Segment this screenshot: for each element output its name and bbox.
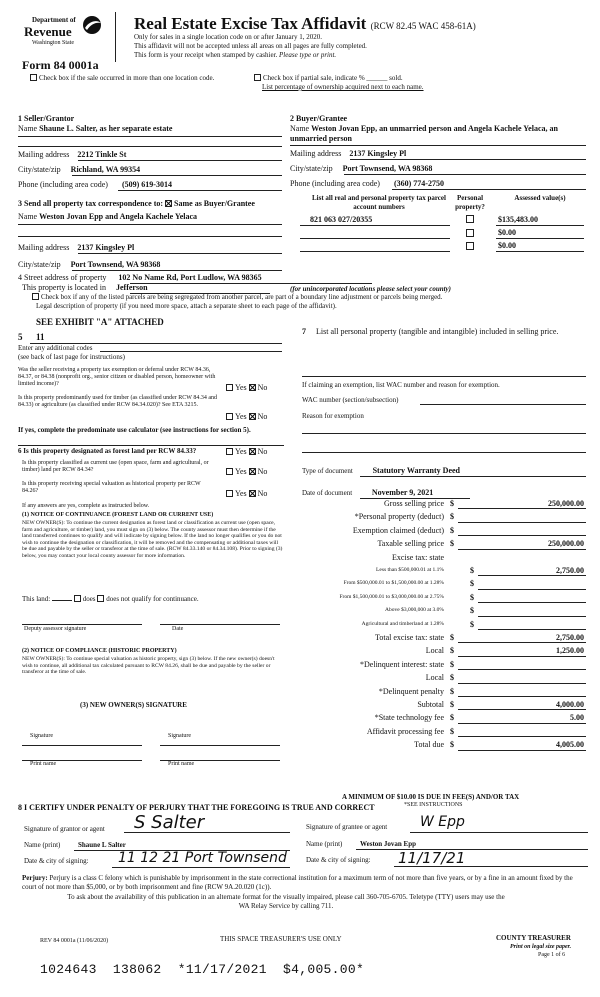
tax-row-label: Local (425, 673, 444, 683)
notice1-body: NEW OWNER(S): To continue the current designation as forest land or classification as current use (open space, farm and agriculture, or timber) land, you must sign on (3) below. The county assessor must then determine if the land transferred continues to qualify and will indicate by signing below. If the land no longer qualifies or you do not wish to continue the designation or classification, it will be removed and the compensating or additional taxes will be due and payable by the seller or transferor at the time of sale. (RCW 84.33.140 or 84.34.108). Prior to signing (3) below, you may contact your local county assessor for more information. (22, 520, 283, 559)
deputy-date-label: Date (172, 626, 184, 632)
header-note3-type: Please type or print. (279, 51, 337, 59)
grantee-signature-label: Signature of grantee or agent (306, 823, 388, 831)
does-not-label: does not qualify for continuance. (106, 595, 199, 603)
timber-answer (226, 412, 267, 422)
seller-phone-label: Phone (including area code) (18, 180, 108, 189)
tax-row-currency: $ (450, 673, 454, 683)
section3-mailing-row (18, 243, 134, 253)
located-in-label: This property is located in (22, 283, 106, 292)
section7-heading (302, 327, 592, 337)
owner-signature-label-1: Signature (30, 733, 53, 739)
timber-no-checkbox[interactable] (249, 413, 256, 420)
tax-row-line (478, 629, 586, 630)
tax-row-label: Total due (414, 740, 444, 750)
tax-row-line (458, 522, 586, 523)
seller-city-label: City/state/zip (18, 165, 61, 174)
buyer-mailing-value[interactable]: 2137 Kingsley Pl (349, 149, 407, 158)
parcel-row-1-personal-checkbox[interactable] (466, 215, 474, 223)
timber-no-label: No (257, 412, 268, 421)
seller-mailing-label: Mailing address (18, 150, 70, 159)
exemption-answer (226, 383, 267, 393)
county-treasurer-label: COUNTY TREASURER (496, 934, 571, 942)
parcel-row-3-personal-checkbox[interactable] (466, 242, 474, 250)
dept-line2: Revenue (24, 24, 72, 39)
tax-row-currency: $ (450, 726, 454, 736)
doc-date-label: Date of document (302, 489, 353, 497)
grantor-name[interactable]: Shaune L Salter (78, 841, 126, 849)
header-note1: Only for sales in a single location code on or after January 1, 2020. (134, 33, 322, 41)
section3-name-value[interactable]: Weston Jovan Epp and Angela Kachele Yelaca (39, 212, 198, 221)
tax-row-line (458, 535, 586, 536)
tax-row-line (458, 709, 586, 710)
tax-row (300, 618, 590, 631)
timber-question: Is this property predominantly used for timber (as classified under RCW 84.34 and 84.33) or agriculture (as classified under RCW 84.34.020)? See ETA 3215. (18, 395, 218, 408)
tax-row (300, 577, 590, 590)
historic-no-checkbox[interactable] (249, 490, 256, 497)
tax-row-line (458, 669, 586, 670)
seller-heading: 1 Seller/Grantor (18, 114, 75, 123)
grantor-date-label: Date & city of signing: (24, 857, 89, 865)
grantee-date-city[interactable]: 11/17/21 (398, 849, 466, 867)
tax-row (300, 537, 590, 550)
parcel-row-2-personal-checkbox[interactable] (466, 229, 474, 237)
perjury-body: Perjury is a class C felony which is punishable by imprisonment in the state correctional institution for a maximum term of not more than five years, or by a fine in an amount fixed by the court of not more than $5,000, or by both imprisonment and fine (RCW 9A.20.020 (1c)). (22, 874, 573, 891)
historic-answer (226, 489, 267, 499)
grantee-name-label: Name (print) (306, 840, 343, 848)
grantor-name-label: Name (print) (24, 841, 61, 849)
section4-county-row (22, 283, 148, 293)
buyer-phone-row (290, 179, 444, 189)
forest-question: 6 Is this property designated as forest land per RCW 84.33? (18, 447, 197, 455)
seller-mailing-value[interactable]: 2212 Tinkle St (77, 150, 127, 159)
additional-codes-label: Enter any additional codes (18, 344, 93, 352)
owner-signature-title: (3) NEW OWNER(S) SIGNATURE (80, 701, 187, 709)
tax-row (300, 524, 590, 537)
exemption-reason-label: Reason for exemption (302, 412, 364, 420)
section3-city-row (18, 260, 160, 270)
property-address-value[interactable]: 102 No Name Rd, Port Ludlow, WA 98365 (118, 273, 262, 282)
tax-row-currency: $ (470, 566, 474, 575)
tax-row-label: *Delinquent interest: state (360, 659, 444, 669)
tax-row-value[interactable]: 250,000.00 (548, 539, 584, 549)
tax-row (300, 604, 590, 617)
swoosh-logo-icon (80, 14, 104, 36)
tax-row-line (478, 602, 586, 603)
buyer-city-row (290, 164, 432, 174)
tax-row-label: Agricultural and timberland at 1.28% (361, 620, 444, 627)
tax-row-line (458, 683, 586, 684)
doc-type-value[interactable]: Statutory Warranty Deed (372, 466, 460, 475)
treasurer-space-label: THIS SPACE TREASURER'S USE ONLY (220, 935, 342, 943)
rev-number: REV 84 0001a (11/06/2020) (40, 938, 109, 944)
tax-row-line (458, 723, 586, 724)
tax-row-value[interactable]: 2,750.00 (556, 566, 584, 575)
does-checkbox[interactable] (74, 595, 81, 602)
forest-yes-checkbox[interactable] (226, 448, 233, 455)
tax-row-currency: $ (450, 633, 454, 642)
tax-row-value[interactable]: 250,000.00 (548, 499, 584, 508)
tax-row-line (458, 549, 586, 550)
tax-row-label: Above $3,000,000 at 3.0% (385, 607, 444, 614)
seller-mailing-row (18, 150, 126, 160)
seller-name-row (18, 124, 280, 134)
page-number: Page 1 of 6 (538, 952, 566, 958)
parcels-col-account: List all real and personal property tax parcel account numbers (312, 194, 446, 211)
tax-row (300, 644, 590, 657)
treasurer-stamp: 1024643 138062 *11/17/2021 $4,005.00* (40, 962, 365, 977)
forest-yes-label: Yes (235, 447, 247, 456)
tax-row (300, 497, 590, 510)
tax-row-value[interactable]: 1,250.00 (556, 646, 584, 656)
exemption-yes-checkbox[interactable] (226, 384, 233, 391)
notice2-title: (2) NOTICE OF COMPLIANCE (HISTORIC PROPERTY) (22, 648, 177, 654)
current-use-yes-label: Yes (235, 467, 247, 476)
historic-yes-label: Yes (235, 489, 247, 498)
section3-mailing-label: Mailing address (18, 243, 70, 252)
section5-code[interactable]: 11 (36, 332, 45, 342)
answers-note: If any answers are yes, complete as instructed below. (22, 503, 150, 509)
historic-question: Is this property receiving special valuation as historical property per RCW 84.26? (22, 481, 201, 494)
tax-row-currency: $ (450, 499, 454, 508)
exemption-yes-label: Yes (235, 383, 247, 392)
grantor-signature-label: Signature of grantor or agent (24, 825, 105, 833)
tax-row-label: *Personal property (deduct) (354, 512, 444, 522)
section3-label: 3 Send all property tax correspondence to: (18, 199, 164, 208)
tax-row-line (478, 575, 586, 576)
tax-row-currency: $ (450, 659, 454, 669)
parcels-col-personal: Personal property? (455, 194, 485, 211)
tax-row-label: *State technology fee (374, 713, 444, 723)
tax-row-currency: $ (470, 579, 474, 589)
multi-location-checkbox[interactable] (30, 74, 37, 81)
section4-address-row (18, 273, 262, 283)
buyer-name-label: Name (290, 124, 310, 133)
see-back-label: (see back of last page for instructions) (18, 353, 125, 361)
current-use-question: Is this property classified as current use (open space, farm and agricultural, or timber) land per RCW 84.34? (22, 460, 209, 473)
section3-heading (18, 199, 255, 209)
grantee-signature[interactable]: W Epp (420, 814, 465, 830)
tax-row-line (478, 616, 586, 617)
seller-city-value[interactable]: Richland, WA 99354 (70, 165, 141, 174)
historic-yes-checkbox[interactable] (226, 490, 233, 497)
tax-row-label: Exemption claimed (deduct) (352, 525, 444, 535)
tax-row (300, 698, 590, 711)
doc-type-label: Type of document (302, 467, 353, 475)
section4-label: 4 Street address of property (18, 273, 107, 282)
tax-row (300, 564, 590, 577)
header-note3-text: This form is your receipt when stamped by cashier. (134, 51, 278, 59)
tax-row-currency: $ (470, 619, 474, 629)
tax-row-currency: $ (450, 740, 454, 750)
multi-location-label: Check box if the sale occurred in more than one location code. (39, 74, 215, 82)
tax-row-currency: $ (450, 512, 454, 522)
tax-row-label: From $500,000.01 to $1,500,000.00 at 1.28% (343, 580, 444, 587)
tax-row (300, 738, 590, 751)
seller-city-row (18, 165, 140, 175)
header-note2: This affidavit will not be accepted unless all areas on all pages are fully completed. (134, 42, 367, 50)
section7-text: List all personal property (tangible and intangible) included in selling price. (316, 327, 559, 336)
tax-row (300, 658, 590, 671)
tax-row-value[interactable]: 2,750.00 (556, 633, 584, 642)
same-as-buyer-label: Same as Buyer/Grantee (174, 199, 255, 208)
tax-row-line (458, 736, 586, 737)
exemption-no-checkbox[interactable] (249, 384, 256, 391)
seller-phone-row (18, 180, 172, 190)
seller-name-value[interactable]: Shaune L. Salter, as her separate estate (39, 124, 173, 133)
header-note3 (134, 51, 336, 60)
partial-sale-sold: sold. (389, 74, 403, 82)
section5-number: 5 (18, 332, 23, 342)
tax-row-currency: $ (450, 686, 454, 696)
historic-no-label: No (257, 489, 268, 498)
forest-no-checkbox[interactable] (249, 448, 256, 455)
buyer-city-label: City/state/zip (290, 164, 333, 173)
exemption-no-label: No (257, 383, 268, 392)
timber-yes-checkbox[interactable] (226, 413, 233, 420)
tax-row (300, 591, 590, 604)
perjury-text (22, 874, 582, 891)
doc-type-row (302, 466, 460, 476)
certify-heading: 8 I CERTIFY UNDER PENALTY OF PERJURY THAT THE FOREGOING IS TRUE AND CORRECT (18, 803, 375, 812)
buyer-name-value[interactable]: Weston Jovan Epp, an unmarried person and Angela Kachele Yelaca, an unmarried person (290, 124, 558, 143)
tax-row-currency: $ (450, 646, 454, 656)
tax-row-currency: $ (470, 606, 474, 616)
tax-row-label: Excise tax: state (392, 552, 444, 562)
this-land-row (22, 595, 199, 604)
form-citation: (RCW 82.45 WAC 458-61A) (370, 21, 476, 31)
multi-location-option[interactable] (30, 74, 214, 83)
partial-sale-option[interactable]: Check box if partial sale, indicate % ______ sold. (254, 74, 403, 83)
partial-sale-note: List percentage of ownership acquired next to each name. (262, 83, 424, 91)
partial-sale-checkbox[interactable] (254, 74, 261, 81)
tax-row-label: Taxable selling price (377, 539, 444, 549)
parcel-row-1-value[interactable]: $135,483.00 (498, 215, 538, 224)
wac-number-label: WAC number (section/subsection) (302, 396, 399, 404)
seller-phone-value[interactable]: (509) 619-3014 (121, 180, 172, 189)
tax-row-label: Less than $500,000.01 at 1.1% (376, 567, 444, 573)
tax-row-label: From $1,500,000.01 to $3,000,000.00 at 2.75% (339, 593, 444, 600)
see-instructions-note: *SEE INSTRUCTIONS (404, 802, 463, 808)
section3-city-value[interactable]: Port Townsend, WA 98368 (70, 260, 161, 269)
grantee-date-label: Date & city of signing: (306, 856, 371, 864)
section7-number: 7 (302, 327, 306, 336)
tax-row-value[interactable]: 4,000.00 (556, 700, 584, 709)
doc-date-value[interactable]: November 9, 2021 (371, 488, 434, 497)
unincorporated-note: (for unincorporated locations please select your county) (290, 285, 451, 293)
buyer-phone-value[interactable]: (360) 774-2750 (393, 179, 444, 188)
current-use-answer (226, 467, 267, 477)
tax-row-line (458, 508, 586, 509)
tax-row (300, 711, 590, 724)
segregated-label: Check box if any of the listed parcels are being segregated from another parcel, are part of a boundary line adjustment or parcels being merged. (41, 293, 443, 301)
parcels-col-assessed: Assessed value(s) (514, 194, 566, 202)
dept-line1: Department of (32, 16, 76, 24)
dor-logo (20, 12, 106, 52)
tax-row-label: Total excise tax: state (375, 633, 444, 642)
predominate-use-note: If yes, complete the predominate use calculator (see instructions for section 5). (18, 426, 251, 434)
parcel-row-1-account[interactable]: 821 063 027/20355 (310, 215, 373, 224)
form-title: Real Estate Excise Tax Affidavit (134, 14, 367, 33)
buyer-heading: 2 Buyer/Grantee (290, 114, 348, 123)
tax-row-value[interactable]: 5.00 (570, 713, 584, 723)
county-value[interactable]: Jefferson (115, 283, 148, 292)
tax-row-label: Subtotal (417, 700, 444, 709)
tax-row-label: Gross selling price (384, 499, 444, 508)
tax-table (300, 497, 590, 777)
exemption-claim-label: If claiming an exemption, list WAC number and reason for exemption. (302, 381, 500, 389)
forest-answer (226, 447, 267, 457)
segregated-checkbox[interactable] (32, 293, 39, 300)
tax-row-currency: $ (450, 713, 454, 723)
tax-row-currency: $ (450, 539, 454, 549)
owner-print-name-2: Print name (168, 761, 195, 767)
tax-row (300, 631, 590, 644)
owner-print-name-1: Print name (30, 761, 57, 767)
tax-row-label: *Delinquent penalty (378, 686, 444, 696)
tax-row (300, 510, 590, 523)
parcel-row-3-value[interactable]: $0.00 (498, 241, 516, 250)
tax-row-currency: $ (450, 700, 454, 709)
exemption-question: Was the seller receiving a property tax exemption or deferral under RCW 84.36, 84.37, or 84.38 (nonprofit org., senior citizen or disabled person, homeowner with limited income)? (18, 367, 216, 387)
notice2-body: NEW OWNER(S): To continue special valuation as historic property, sign (3) below. If the new owner(s) doesn't wish to continue, all additional tax calculated pursuant to RCW 84.26, shall be due and payable by the seller or transferor at the time of sale. (22, 656, 275, 676)
section3-name-row (18, 212, 197, 222)
tax-row-line (478, 589, 586, 590)
tax-row-currency: $ (450, 525, 454, 535)
does-label: does (82, 595, 96, 603)
legal-size-note: Print on legal size paper. (510, 944, 572, 950)
this-land-label: This land: (22, 595, 51, 603)
deputy-signature-label: Deputy assessor signature (24, 626, 87, 632)
forest-no-label: No (257, 447, 268, 456)
section3-mailing-value[interactable]: 2137 Kingsley Pl (77, 243, 135, 252)
buyer-mailing-label: Mailing address (290, 149, 342, 158)
seller-name-label: Name (18, 124, 38, 133)
tax-row-value[interactable]: 4,005.00 (556, 740, 584, 750)
buyer-city-value[interactable]: Port Townsend, WA 98368 (342, 164, 433, 173)
perjury-label: Perjury: (22, 874, 48, 882)
tax-row-label: Affidavit processing fee (366, 726, 444, 736)
owner-signature-label-2: Signature (168, 733, 191, 739)
tax-row (300, 671, 590, 684)
partial-sale-label: Check box if partial sale, indicate % (263, 74, 365, 82)
current-use-yes-checkbox[interactable] (226, 468, 233, 475)
grantor-date-city[interactable]: 11 12 21 Port Townsend (118, 850, 287, 866)
tax-row-line (458, 656, 586, 657)
current-use-no-checkbox[interactable] (249, 468, 256, 475)
section3-city-label: City/state/zip (18, 260, 61, 269)
timber-yes-label: Yes (235, 412, 247, 421)
legal-description-label: Legal description of property (if you need more space, attach a separate sheet to each page of the affidavit). (36, 302, 337, 310)
parcel-row-2-value[interactable]: $0.00 (498, 228, 516, 237)
exhibit-text[interactable]: SEE EXHIBIT "A" ATTACHED (36, 317, 164, 327)
dept-line3: Washington State (32, 40, 75, 46)
tax-row-label: Local (425, 646, 444, 656)
same-as-buyer-checkbox[interactable] (165, 200, 172, 207)
tax-row-line (458, 642, 586, 643)
alternate-format-text: To ask about the availability of this publication in an alternate format for the visually impaired, please call 360-705-6705. Teletype (TTY) users may use the WA Relay Service by calling 711. (67, 893, 505, 910)
buyer-mailing-row (290, 149, 406, 159)
section3-name-label: Name (18, 212, 38, 221)
does-not-checkbox[interactable] (97, 595, 104, 602)
notice1-title: (1) NOTICE OF CONTINUANCE (FOREST LAND OR CURRENT USE) (22, 512, 214, 518)
form-number: Form 84 0001a (22, 58, 99, 72)
buyer-name-row (290, 124, 590, 143)
buyer-phone-label: Phone (including area code) (290, 179, 380, 188)
page-title (134, 14, 476, 34)
grantor-signature[interactable]: S Salter (134, 812, 205, 833)
segregated-option[interactable] (32, 293, 592, 302)
tax-row-currency: $ (470, 592, 474, 602)
tax-row (300, 685, 590, 698)
tax-row-line (458, 750, 586, 751)
tax-row (300, 725, 590, 738)
tax-row-line (458, 696, 586, 697)
current-use-no-label: No (257, 467, 268, 476)
minimum-due-note: A MINIMUM OF $10.00 IS DUE IN FEE(S) AND/OR TAX (342, 793, 520, 801)
grantee-name[interactable]: Weston Jovan Epp (360, 840, 417, 848)
tax-row (300, 551, 590, 564)
